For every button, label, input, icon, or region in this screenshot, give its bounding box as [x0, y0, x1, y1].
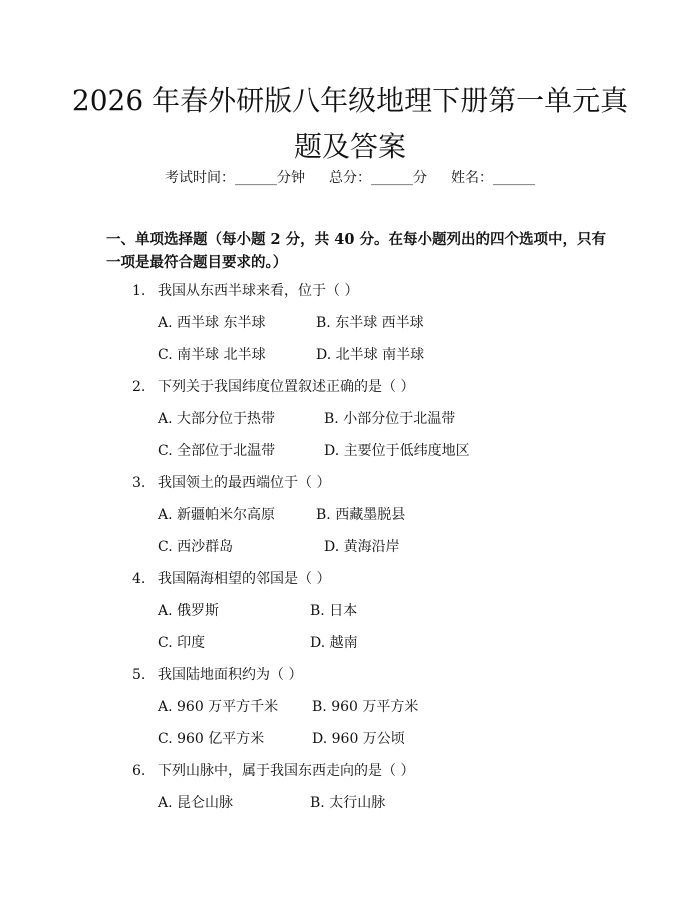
question-number: 2. [132, 379, 146, 395]
option-b: B. 东半球 西半球 [316, 315, 424, 331]
question-3-options-row-1 [158, 505, 405, 525]
option-a: A. 昆仑山脉 [158, 795, 234, 811]
question-1-options-row-2 [158, 345, 424, 365]
option-c: C. 南半球 北半球 [158, 347, 266, 363]
option-d: D. 黄海沿岸 [324, 539, 400, 555]
question-2-options-row-1 [158, 409, 455, 429]
question-text: 我国陆地面积约为（ ） [158, 667, 303, 683]
question-2 [132, 377, 414, 397]
option-c: C. 印度 [158, 635, 206, 651]
option-a: A. 西半球 东半球 [158, 315, 266, 331]
question-1-options-row-1 [158, 313, 424, 333]
question-number: 6. [132, 763, 146, 779]
question-text: 我国领土的最西端位于（ ） [158, 475, 331, 491]
question-6-options-row-1 [158, 793, 385, 813]
question-text: 我国隔海相望的邻国是（ ） [158, 571, 331, 587]
option-a: A. 俄罗斯 [158, 603, 220, 619]
option-b: B. 小部分位于北温带 [324, 411, 456, 427]
question-number: 3. [132, 475, 146, 491]
section-heading: 一、单项选择题（每小题 2 分，共 40 分。在每小题列出的四个选项中，只有一项是最符合题目要求的。） [106, 231, 606, 271]
question-1 [132, 281, 358, 301]
question-6 [132, 761, 414, 781]
question-number: 1. [132, 283, 146, 299]
option-c: C. 西沙群岛 [158, 539, 234, 555]
question-text: 下列关于我国纬度位置叙述正确的是（ ） [158, 379, 415, 395]
question-number: 5. [132, 667, 146, 683]
option-b: B. 西藏墨脱县 [316, 507, 406, 523]
question-text: 下列山脉中，属于我国东西走向的是（ ） [158, 763, 415, 779]
question-3 [132, 473, 330, 493]
question-text: 我国从东西半球来看，位于（ ） [158, 283, 359, 299]
exam-time-field: 考试时间：______分钟 [165, 170, 305, 186]
option-b: B. 太行山脉 [310, 795, 386, 811]
question-4-options-row-1 [158, 601, 357, 621]
question-4-options-row-2 [158, 633, 358, 653]
option-d: D. 主要位于低纬度地区 [324, 443, 470, 459]
option-a: A. 960 万平方千米 [158, 699, 279, 715]
option-d: D. 越南 [310, 635, 358, 651]
option-a: A. 大部分位于热带 [158, 411, 276, 427]
question-number: 4. [132, 571, 146, 587]
option-d: D. 960 万公顷 [312, 731, 405, 747]
question-3-options-row-2 [158, 537, 400, 557]
question-4 [132, 569, 330, 589]
option-c: C. 全部位于北温带 [158, 443, 276, 459]
question-5-options-row-2 [158, 729, 405, 749]
option-b: B. 日本 [310, 603, 358, 619]
question-2-options-row-2 [158, 441, 470, 461]
option-c: C. 960 亿平方米 [158, 731, 265, 747]
question-5 [132, 665, 302, 685]
question-5-options-row-1 [158, 697, 418, 717]
exam-score-field: 总分：______分 [329, 170, 427, 186]
student-name-field: 姓名：______ [451, 170, 535, 186]
option-a: A. 新疆帕米尔高原 [158, 507, 276, 523]
exam-info-bar [0, 168, 700, 188]
option-d: D. 北半球 南半球 [316, 347, 425, 363]
page-title: 2026 年春外研版八年级地理下册第一单元真题及答案 [71, 84, 629, 163]
option-b: B. 960 万平方米 [312, 699, 419, 715]
